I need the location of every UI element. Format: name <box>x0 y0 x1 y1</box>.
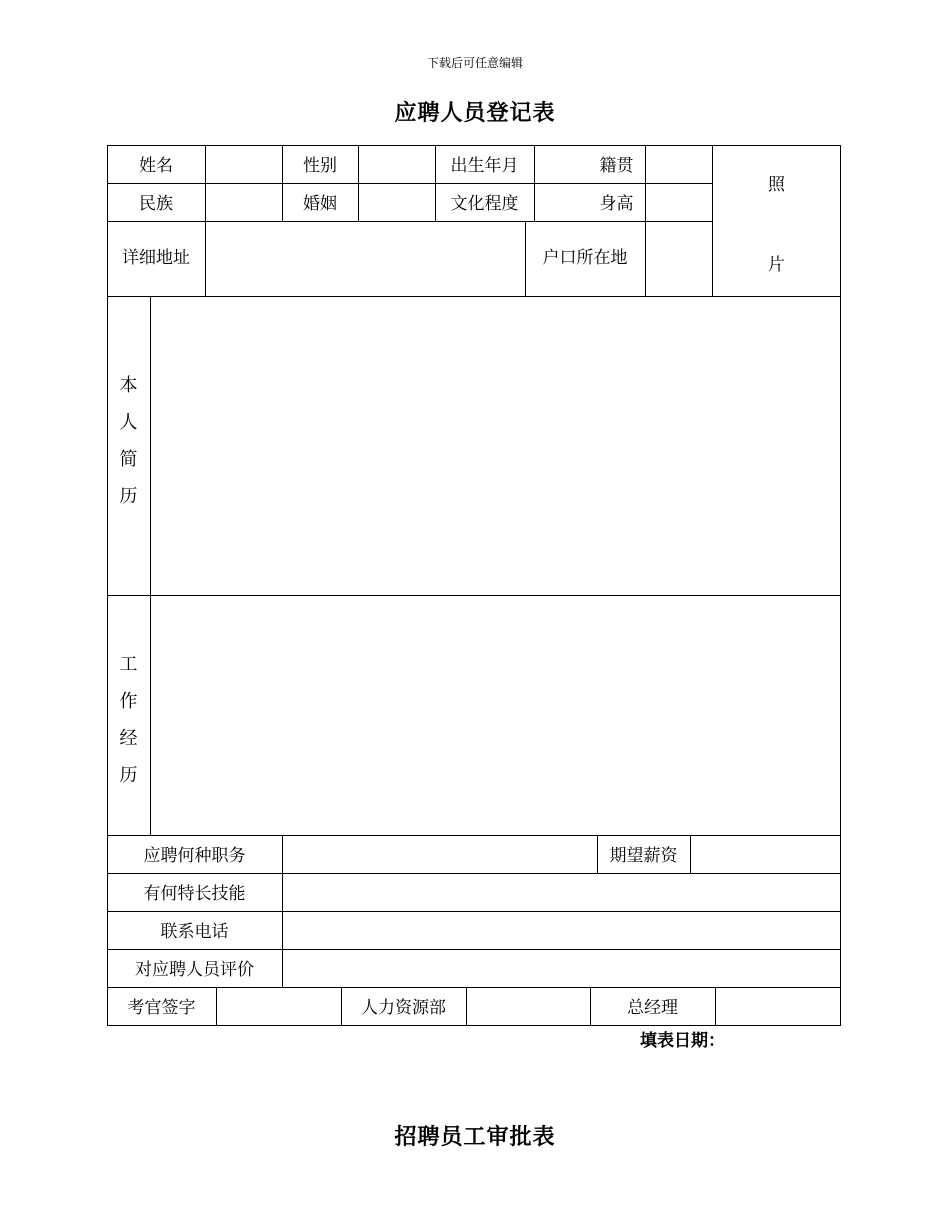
phone-field[interactable] <box>282 911 841 949</box>
label-position: 应聘何种职务 <box>143 845 246 866</box>
header-note: 下载后可任意编辑 <box>426 56 523 70</box>
address-field[interactable] <box>205 221 525 296</box>
native-place-field[interactable] <box>645 145 712 183</box>
table-line <box>107 1025 841 1026</box>
education-field[interactable] <box>534 183 588 221</box>
label-hr: 人力资源部 <box>361 997 446 1018</box>
examiner-signature-field[interactable] <box>216 987 341 1025</box>
label-work <box>107 595 150 835</box>
label-address: 详细地址 <box>122 248 190 268</box>
label-marital: 婚姻 <box>303 193 337 214</box>
label-gender: 性别 <box>303 155 337 176</box>
resume-field[interactable] <box>150 296 841 595</box>
label-resume <box>107 296 150 595</box>
gender-field[interactable] <box>358 145 435 183</box>
household-field[interactable] <box>645 221 712 296</box>
name-field[interactable] <box>205 145 282 183</box>
resume-char: 人 <box>119 411 138 433</box>
skills-field[interactable] <box>282 873 841 911</box>
position-field[interactable] <box>282 835 597 873</box>
photo-box[interactable] <box>712 145 841 296</box>
work-char: 经 <box>119 728 138 749</box>
label-evaluation: 对应聘人员评价 <box>135 959 254 980</box>
photo-label-1: 照 <box>768 175 785 195</box>
height-field[interactable] <box>645 183 712 221</box>
label-salary: 期望薪资 <box>609 845 678 866</box>
resume-char: 本 <box>119 374 138 396</box>
salary-field[interactable] <box>690 835 841 873</box>
evaluation-field[interactable] <box>282 949 841 987</box>
work-char: 历 <box>119 765 138 786</box>
work-field[interactable] <box>150 595 841 835</box>
fill-date-label: 填表日期： <box>640 1031 725 1051</box>
approval-form-title: 招聘员工审批表 <box>394 1125 556 1150</box>
marital-field[interactable] <box>358 183 435 221</box>
work-char: 工 <box>119 654 138 675</box>
gm-signature-field[interactable] <box>715 987 841 1025</box>
birth-field[interactable] <box>534 145 588 183</box>
label-native-place: 籍贯 <box>599 155 634 176</box>
label-gm: 总经理 <box>627 997 678 1018</box>
label-ethnicity: 民族 <box>139 193 173 214</box>
label-birth: 出生年月 <box>450 155 519 176</box>
ethnicity-field[interactable] <box>205 183 282 221</box>
photo-label-2: 片 <box>768 255 785 275</box>
label-skills: 有何特长技能 <box>143 883 246 904</box>
label-phone: 联系电话 <box>160 921 229 942</box>
resume-char: 简 <box>119 448 138 470</box>
registration-form-table <box>107 145 841 1026</box>
resume-char: 历 <box>119 485 138 507</box>
label-education: 文化程度 <box>450 193 519 214</box>
label-height: 身高 <box>599 193 634 214</box>
work-char: 作 <box>119 691 138 712</box>
form-title: 应聘人员登记表 <box>394 101 556 126</box>
label-examiner: 考官签字 <box>127 997 196 1018</box>
hr-signature-field[interactable] <box>466 987 590 1025</box>
label-name: 姓名 <box>139 155 173 176</box>
label-household: 户口所在地 <box>542 248 628 268</box>
